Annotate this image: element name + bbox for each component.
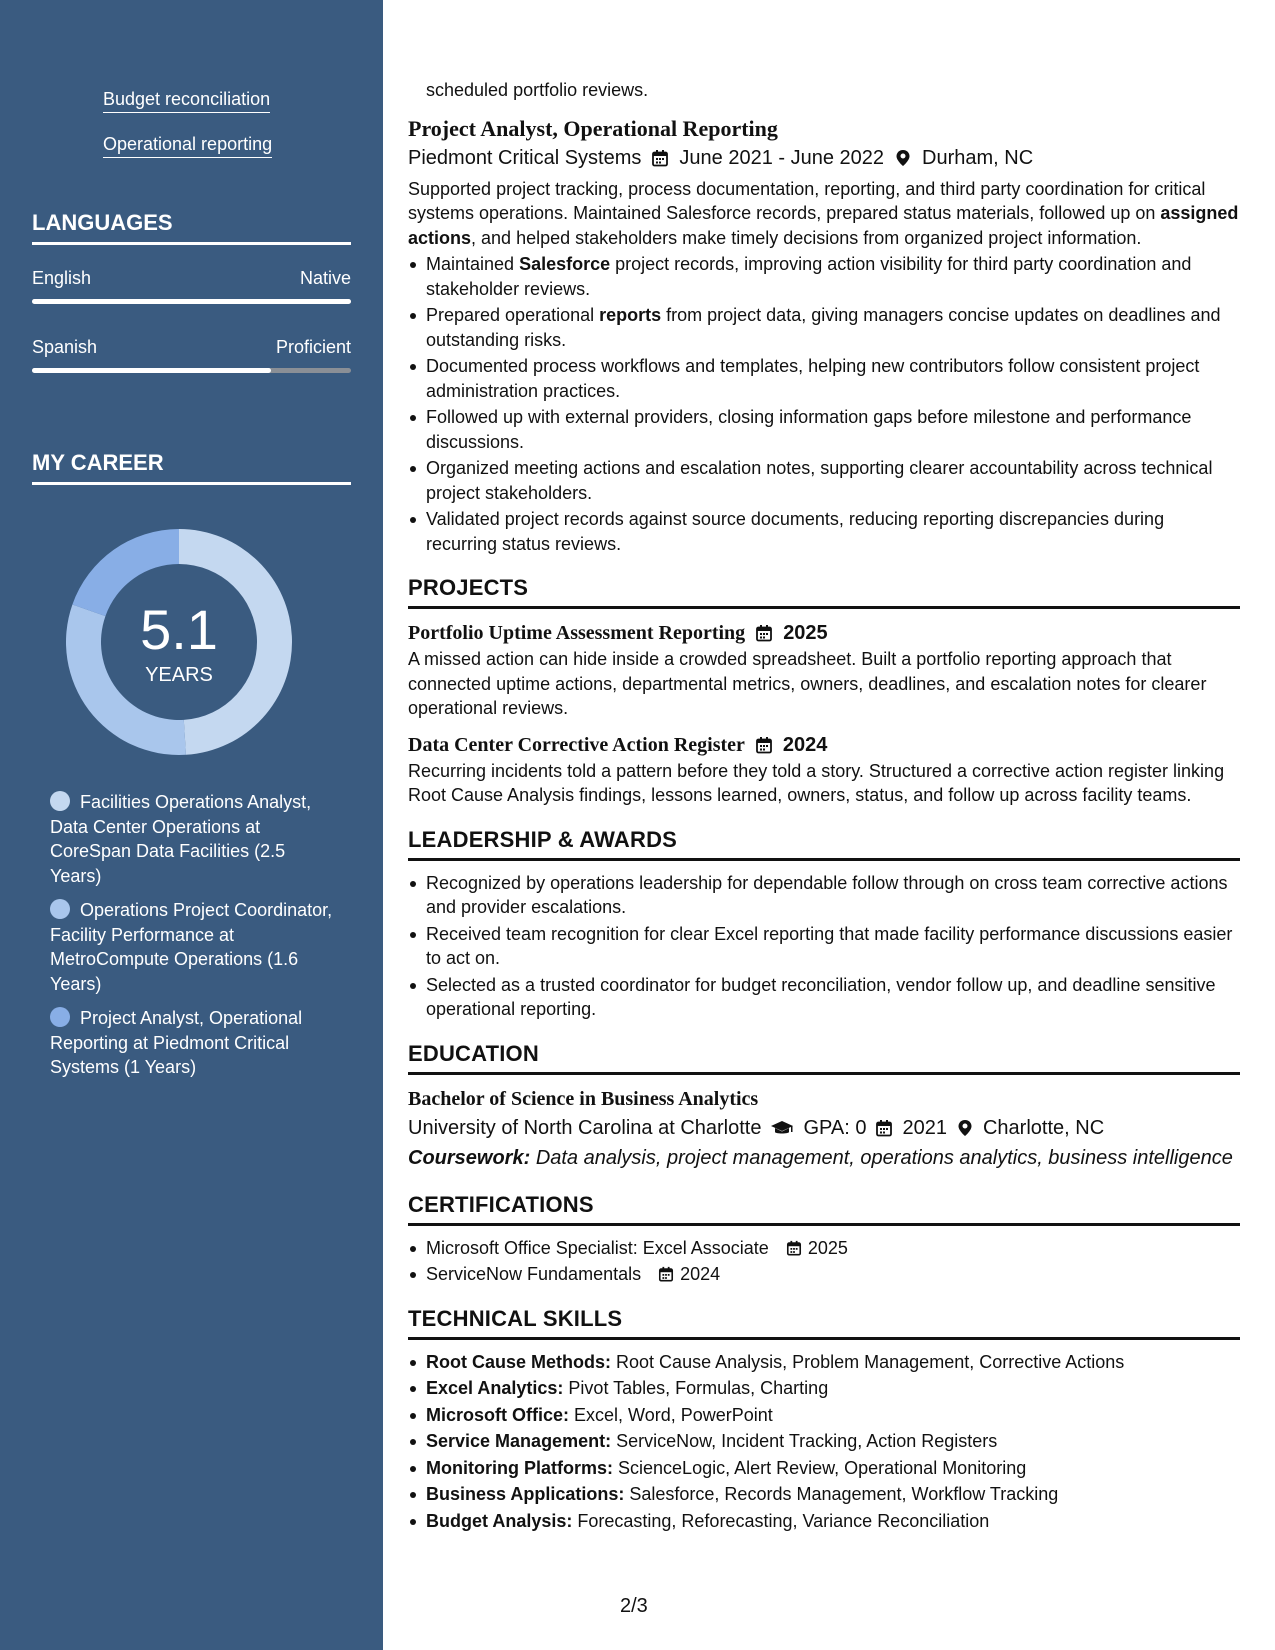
certification-name: Microsoft Office Specialist: Excel Associate: [426, 1237, 769, 1258]
language-bar-fill: [32, 299, 351, 304]
project-description: Recurring incidents told a pattern before they told a story. Structured a corrective action register linking Root Cause Analysis findings, lessons learned, owners, status, and follow up across facility teams.: [408, 760, 1225, 805]
job-summary-text: Supported project tracking, process documentation, reporting, and third party coordination for critical systems operations. Maintained Salesforce records, prepared status materials, followed up on: [408, 178, 1206, 223]
skill-item: Monitoring Platforms: ScienceLogic, Alert Review, Operational Monitoring: [408, 1456, 1240, 1481]
languages-heading: LANGUAGES: [32, 210, 351, 245]
school-name: University of North Carolina at Charlotte: [408, 1116, 762, 1139]
career-item-text: Operations Project Coordinator, Facility Performance at MetroCompute Operations (1.6 Years): [50, 900, 333, 994]
skill-link-budget-reconciliation[interactable]: Budget reconciliation: [103, 88, 270, 113]
calendar-icon: [786, 1240, 802, 1256]
technical-skills-heading: TECHNICAL SKILLS: [408, 1305, 1240, 1340]
skill-link-operational-reporting[interactable]: Operational reporting: [103, 133, 272, 158]
language-level: Proficient: [275, 337, 351, 357]
education-heading: EDUCATION: [408, 1040, 1240, 1075]
job-bullet: Prepared operational reports from project data, giving managers concise updates on deadlines and outstanding risks.: [408, 303, 1240, 352]
career-item: [50, 1006, 340, 1080]
page-number: 2/3: [620, 1595, 648, 1617]
project-description: A missed action can hide inside a crowded spreadsheet. Built a portfolio reporting approach that connected uptime actions, departmental metrics, owners, deadlines, and escalation notes for clearer operational reviews.: [408, 649, 1207, 718]
job-bullet: Followed up with external providers, closing information gaps before milestone and performance discussions.: [408, 405, 1240, 454]
calendar-icon: [658, 1266, 674, 1282]
language-bar-english: [32, 299, 351, 304]
language-row-english: [32, 268, 351, 289]
certifications-heading: CERTIFICATIONS: [408, 1191, 1240, 1226]
skill-item: Excel Analytics: Pivot Tables, Formulas, Charting: [408, 1376, 1240, 1401]
school-location: Charlotte, NC: [982, 1116, 1105, 1139]
location-pin-icon: [894, 149, 912, 167]
language-name: Spanish: [32, 337, 98, 357]
degree-title: Bachelor of Science in Business Analytics: [408, 1087, 759, 1110]
project-title-row: [408, 731, 1240, 759]
career-item-text: Project Analyst, Operational Reporting at Piedmont Critical Systems (1 Years): [50, 1008, 303, 1077]
job-summary-bold: assigned actions: [408, 203, 1239, 248]
coursework: [408, 1143, 1240, 1173]
graduation-cap-icon: [770, 1119, 794, 1137]
project-title: Portfolio Uptime Assessment Reporting: [408, 622, 746, 644]
job-summary-text: , and helped stakeholders make timely decisions from organized project information.: [471, 227, 1142, 248]
project-year: 2024: [782, 733, 828, 756]
job-bullet: Documented process workflows and templates, helping new contributors follow consistent project administration practices.: [408, 354, 1240, 403]
job-bullet: Validated project records against source documents, reducing reporting discrepancies during recurring status reviews.: [408, 507, 1240, 556]
career-item: [50, 790, 340, 888]
job-dates: June 2021 - June 2022: [679, 146, 885, 169]
certification-year: 2024: [680, 1264, 721, 1284]
language-row-spanish: [32, 337, 351, 358]
graduation-year: 2021: [902, 1116, 947, 1139]
leadership-item: Recognized by operations leadership for dependable follow through on cross team corrective actions and provider escalations.: [408, 871, 1240, 920]
calendar-icon: [755, 736, 773, 754]
project-title-row: [408, 619, 1240, 647]
job-title: Project Analyst, Operational Reporting: [408, 115, 778, 141]
certification-item: [408, 1236, 1240, 1261]
career-heading: MY CAREER: [32, 450, 351, 485]
education-meta: [408, 1113, 1240, 1143]
job-bullet: Maintained Salesforce project records, improving action visibility for third party coordination and stakeholder reviews.: [408, 252, 1240, 301]
career-legend-dot: [50, 1007, 70, 1027]
language-bar-fill: [32, 368, 271, 373]
leadership-list: [408, 871, 1240, 1022]
coursework-text: Data analysis, project management, operations analytics, business intelligence: [535, 1146, 1233, 1169]
project-title: Data Center Corrective Action Register: [408, 733, 745, 756]
certification-year: 2025: [807, 1237, 848, 1258]
technical-skills-list: [408, 1350, 1240, 1534]
language-bar-spanish: [32, 368, 351, 373]
projects-heading: PROJECTS: [408, 574, 1240, 609]
job-meta: [408, 143, 1240, 173]
skill-item: Microsoft Office: Excel, Word, PowerPoint: [408, 1403, 1240, 1428]
location-pin-icon: [956, 1119, 974, 1137]
career-total-years: 5.1: [140, 598, 218, 661]
language-level: Native: [299, 268, 351, 288]
leadership-item: Received team recognition for clear Excel reporting that made facility performance discussions easier to act on.: [408, 922, 1240, 971]
career-list: [50, 790, 340, 1090]
leadership-item: Selected as a trusted coordinator for budget reconciliation, vendor follow up, and deadline sensitive operational reporting.: [408, 973, 1240, 1022]
continued-bullet-text: scheduled portfolio reviews.: [426, 80, 649, 100]
main-content: [408, 78, 1240, 1535]
leadership-heading: LEADERSHIP & AWARDS: [408, 826, 1240, 861]
sidebar: [0, 0, 383, 1650]
skill-item: Root Cause Methods: Root Cause Analysis, Problem Management, Corrective Actions: [408, 1350, 1240, 1375]
skill-item: Budget Analysis: Forecasting, Reforecasting, Variance Reconciliation: [408, 1509, 1240, 1534]
gpa: GPA: 0: [803, 1116, 867, 1139]
skill-item: Service Management: ServiceNow, Incident Tracking, Action Registers: [408, 1429, 1240, 1454]
project-year: 2025: [783, 622, 828, 644]
calendar-icon: [651, 149, 669, 167]
career-item: [50, 898, 340, 996]
language-name: English: [32, 268, 92, 288]
calendar-icon: [755, 624, 773, 642]
job-location: Durham, NC: [922, 146, 1034, 169]
calendar-icon: [875, 1119, 893, 1137]
job-bullet: Organized meeting actions and escalation notes, supporting clearer accountability across technical project stakeholders.: [408, 456, 1240, 505]
certification-name: ServiceNow Fundamentals: [426, 1264, 642, 1284]
coursework-label: Coursework:: [408, 1146, 531, 1169]
job-bullets: [408, 252, 1240, 556]
certifications-list: [408, 1236, 1240, 1287]
job-company: Piedmont Critical Systems: [408, 146, 642, 169]
career-legend-dot: [50, 899, 70, 919]
job-summary: [408, 177, 1240, 251]
career-years-label: YEARS: [145, 664, 213, 686]
certification-item: [408, 1262, 1240, 1287]
skill-item: Business Applications: Salesforce, Records Management, Workflow Tracking: [408, 1482, 1240, 1507]
career-legend-dot: [50, 791, 70, 811]
career-item-text: Facilities Operations Analyst, Data Center Operations at CoreSpan Data Facilities (2.5 Years): [50, 792, 312, 886]
